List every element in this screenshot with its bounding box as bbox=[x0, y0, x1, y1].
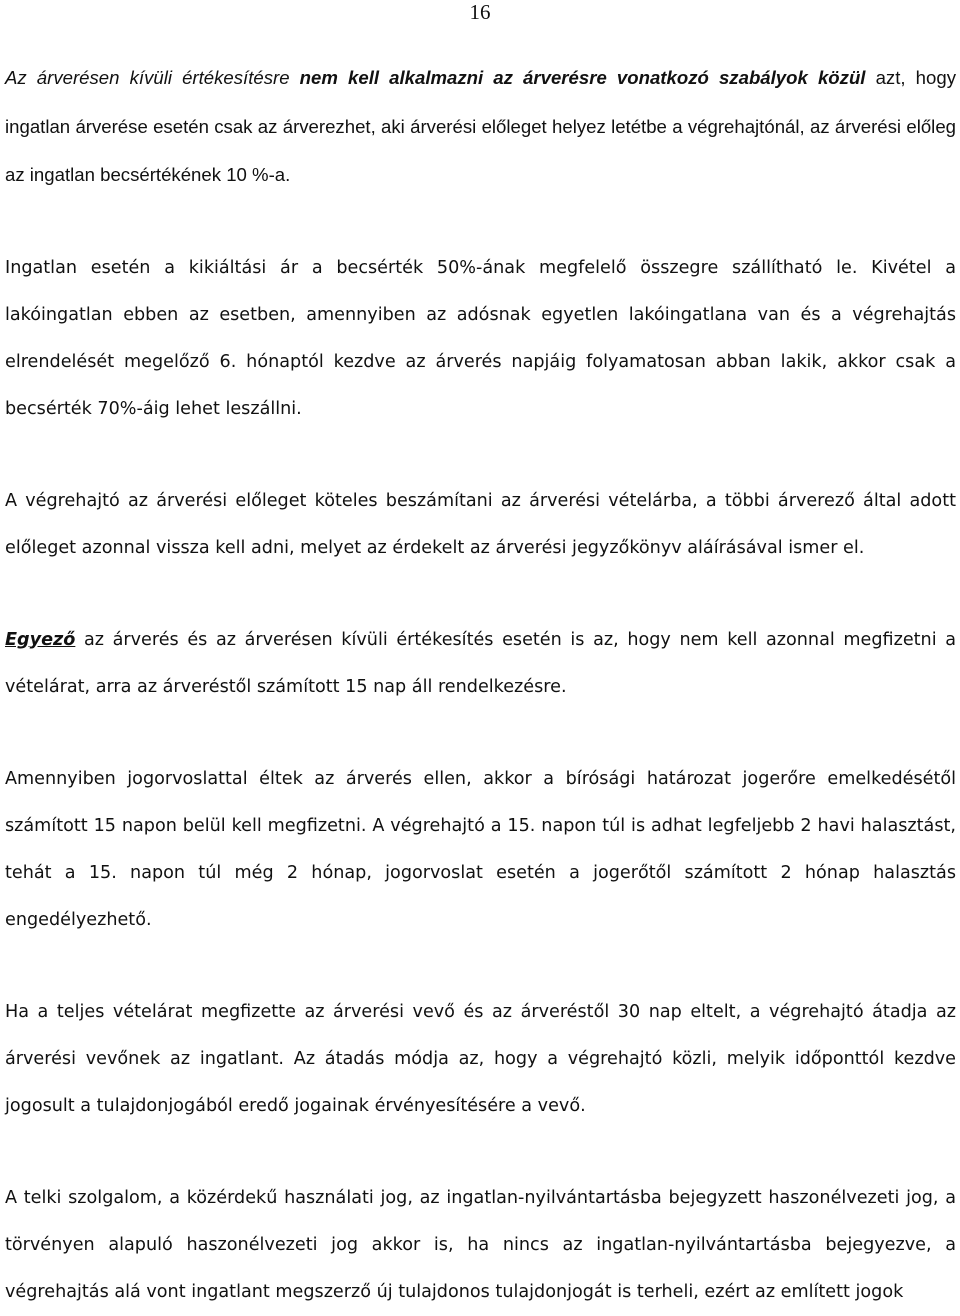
paragraph-payment-deadline bbox=[5, 617, 956, 711]
document-body bbox=[5, 54, 956, 1316]
paragraph-deposit: A végrehajtó az árverési előleget köteles beszámítani az árverési vételárba, a többi árverező által adott előleget azonnal vissza kell adni, melyet az érdekelt az árverési jegyzőkönyv aláírásával ismer el. bbox=[5, 490, 956, 558]
paragraph-handover: Ha a teljes vételárat megfizette az árverési vevő és az árveréstől 30 nap eltelt, a végrehajtó átadja az árverési vevőnek az ingatlant. Az átadás módja az, hogy a végrehajtó közli, melyik időponttól kezdve jogosult a tulajdonjogából eredő jogainak érvényesítésére a vevő. bbox=[5, 1001, 956, 1116]
italic-lead-text: Az árverésen kívüli értékesítésre bbox=[5, 67, 300, 88]
paragraph-appeal-deferral: Amennyiben jogorvoslattal éltek az árverés ellen, akkor a bírósági határozat jogerőre emelkedésétől számított 15 napon belül kell megfizetni. A végrehajtó a 15. napon túl is adhat legfeljebb 2 havi halasztást, tehát a 15. napon túl még 2 hónap, jogorvoslat esetén a jogerőtől számított 2 hónap halasztás engedélyezhető. bbox=[5, 768, 956, 930]
page-number: 16 bbox=[469, 0, 491, 24]
underlined-lead-word: Egyező bbox=[5, 629, 76, 650]
bold-italic-emphasis: nem kell alkalmazni az árverésre vonatkozó szabályok közül bbox=[299, 67, 866, 88]
paragraph-easements: A telki szolgalom, a közérdekű használati jog, az ingatlan-nyilvántartásba bejegyzett haszonélvezeti jog, a törvényen alapuló haszonélvezeti jog akkor is, ha nincs az ingatlan-nyilvántartásba bejegyezve, a végrehajtás alá vont ingatlant megszerző új tulajdonos tulajdonjogát is terheli, ezért az említett jogok bbox=[5, 1187, 956, 1302]
paragraph-starting-price: Ingatlan esetén a kikiáltási ár a becsérték 50%-ának megfelelő összegre szállítható le. Kivétel a lakóingatlan ebben az esetben, amennyiben az adósnak egyetlen lakóingatlana van és a végrehajtás elrendelését megelőző 6. hónaptól kezdve az árverés napjáig folyamatosan abban lakik, akkor csak a becsérték 70%-áig lehet leszállni. bbox=[5, 257, 956, 419]
paragraph-text: azt, hogy ingatlan árverése esetén csak az árverezhet, aki árverési előleget helyez letétbe a végrehajtónál, az árverési előleg az ingatlan becsértékének 10 %-a. bbox=[5, 67, 956, 185]
paragraph-auction-exemption bbox=[5, 54, 956, 200]
paragraph-text: az árverés és az árverésen kívüli értékesítés esetén is az, hogy nem kell azonnal megfizetni a vételárat, arra az árveréstől számított 15 nap áll rendelkezésre. bbox=[5, 629, 956, 697]
